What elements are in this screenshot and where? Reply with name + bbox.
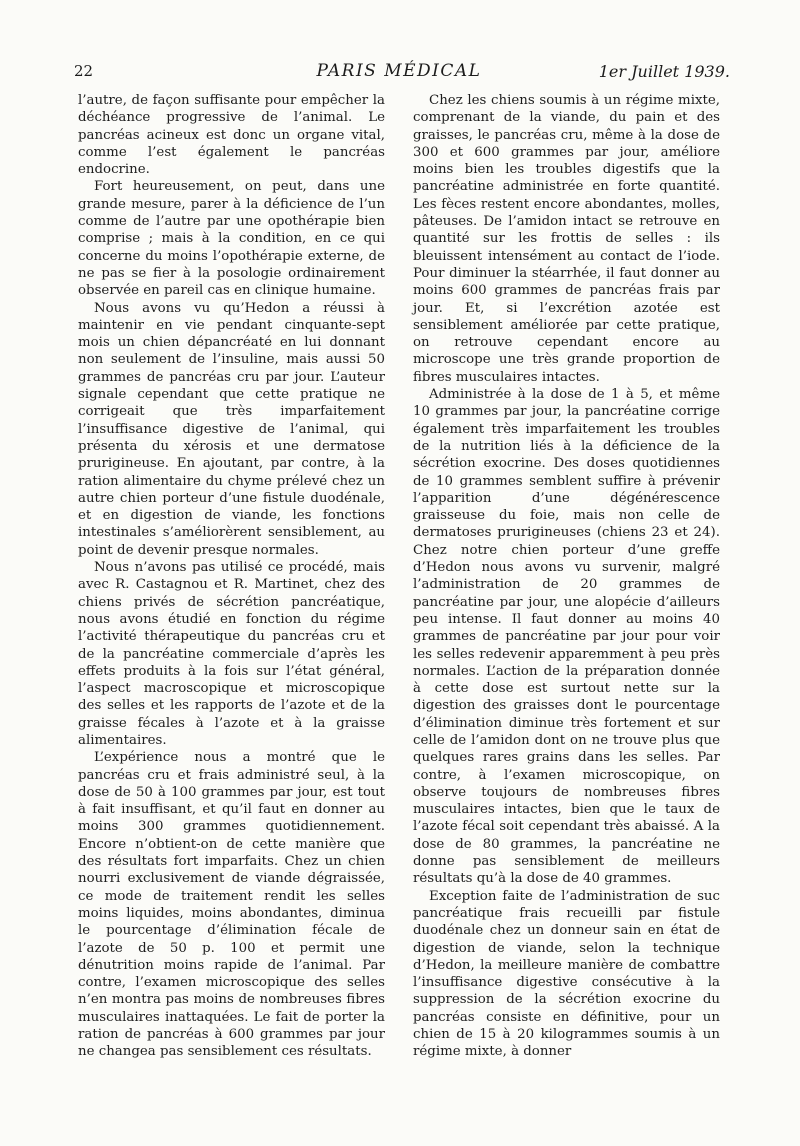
paragraph: L’expérience nous a montré que le pancréas cru et frais administré seul, à la dose de 50 à 100 grammes par jour, est tout à fait insuffisant, et qu’il faut en donner au moins 300 grammes quotidiennement. Encore n’obtient-on de cette manière que des résultats fort imparfaits. Chez un chien nourri exclusivement de viande dégraissée, ce mode de traitement rendit les selles moins liquides, moins abondantes, diminua le pourcentage d’élimination fécale de l’azote de 50 p. 100 et permit une dénutrition moins rapide de l’animal. Par contre, l’examen microscopique des selles n’en montra pas moins de nombreuses fibres musculaires inattaquées. Le fait de porter la ration de pancréas à 600 grammes par jour ne changea pas sensiblement ces résultats. xyxy=(78,750,385,1060)
right-column xyxy=(413,92,720,1061)
left-column xyxy=(78,92,385,1061)
paragraph: Exception faite de l’administration de suc pancréatique frais recueilli par fistule duodénale chez un donneur sain en état de digestion de viande, selon la technique d’Hedon, la meilleure manière de combattre l’insuffisance digestive consécutive à la suppression de la sécrétion exocrine du pancréas consiste en définitive, pour un chien de 15 à 20 kilogrammes soumis à un régime mixte, à donner xyxy=(413,888,720,1060)
running-header xyxy=(68,62,730,84)
issue-date: 1er Juillet 1939. xyxy=(598,62,730,81)
paragraph: Chez les chiens soumis à un régime mixte, comprenant de la viande, du pain et des graisses, le pancréas cru, même à la dose de 300 et 600 grammes par jour, améliore moins bien les troubles digestifs que la pancréatine administrée en forte quantité. Les fèces restent encore abondantes, molles, pâteuses. De l’amidon intact se retrouve en quantité sur les frottis de selles : ils bleuissent intensément au contact de l’iode. Pour diminuer la stéarrhée, il faut donner au moins 600 grammes de pancréas frais par jour. Et, si l’excrétion azotée est sensiblement améliorée par cette pratique, on retrouve cependant encore au microscope une très grande proportion de fibres musculaires intactes. xyxy=(413,93,720,385)
paragraph: Fort heureusement, on peut, dans une grande mesure, parer à la déficience de l’un comme de l’autre par une opothérapie bien comprise ; mais à la condition, en ce qui concerne du moins l’opothérapie externe, de ne pas se fier à la posologie ordinairement observée en pareil cas en clinique humaine. xyxy=(78,179,385,299)
paragraph: Nous avons vu qu’Hedon a réussi à maintenir en vie pendant cinquante-sept mois un chien dépancréaté en lui donnant non seulement de l’insuline, mais aussi 50 grammes de pancréas cru par jour. L’auteur signale cependant que cette pratique ne corrigeait que très imparfaitement l’insuffisance digestive de l’animal, qui présenta du xérosis et une dermatose prurigineuse. En ajoutant, par contre, à la ration alimentaire du chyme prélevé chez un autre chien porteur d’une fistule duodénale, et en digestion de viande, les fonctions intestinales s’améliorèrent sensiblement, au point de devenir presque normales. xyxy=(78,300,385,558)
paragraph: l’autre, de façon suffisante pour empêcher la déchéance progressive de l’animal. Le pancréas acineux est donc un organe vital, comme l’est également le pancréas endocrine. xyxy=(78,93,385,178)
journal-title: PARIS MÉDICAL xyxy=(316,61,482,81)
paragraph: Administrée à la dose de 1 à 5, et même 10 grammes par jour, la pancréatine corrige également très imparfaitement les troubles de la nutrition liés à la déficience de la sécrétion exocrine. Des doses quotidiennes de 10 grammes semblent suffire à prévenir l’apparition d’une dégénérescence graisseuse du foie, mais non celle de dermatoses prurigineuses (chiens 23 et 24). Chez notre chien porteur d’une greffe d’Hedon nous avons vu survenir, malgré l’administration de 20 grammes de pancréatine par jour, une alopécie d’ailleurs peu intense. Il faut donner au moins 40 grammes de pancréatine par jour pour voir les selles redevenir apparemment à peu près normales. L’action de la préparation donnée à cette dose est surtout nette sur la digestion des graisses dont le pourcentage d’élimination diminue très fortement et sur celle de l’amidon dont on ne trouve plus que quelques rares grains dans les selles. Par contre, à l’examen microscopique, on observe toujours de nombreuses fibres musculaires intactes, bien que le taux de l’azote fécal soit cependant très abaissé. A la dose de 80 grammes, la pancréatine ne donne pas sensiblement de meilleurs résultats qu’à la dose de 40 grammes. xyxy=(413,387,720,887)
page-number: 22 xyxy=(74,62,94,80)
paragraph: Nous n’avons pas utilisé ce procédé, mais avec R. Castagnou et R. Martinet, chez des chiens privés de sécrétion pancréatique, nous avons étudié en fonction du régime l’activité thérapeutique du pancréas cru et de la pancréatine commerciale d’après les effets produits à la fois sur l’état général, l’aspect macroscopique et microscopique des selles et les rapports de l’azote et de la graisse fécales à l’azote et à la graisse alimentaires. xyxy=(78,560,385,748)
